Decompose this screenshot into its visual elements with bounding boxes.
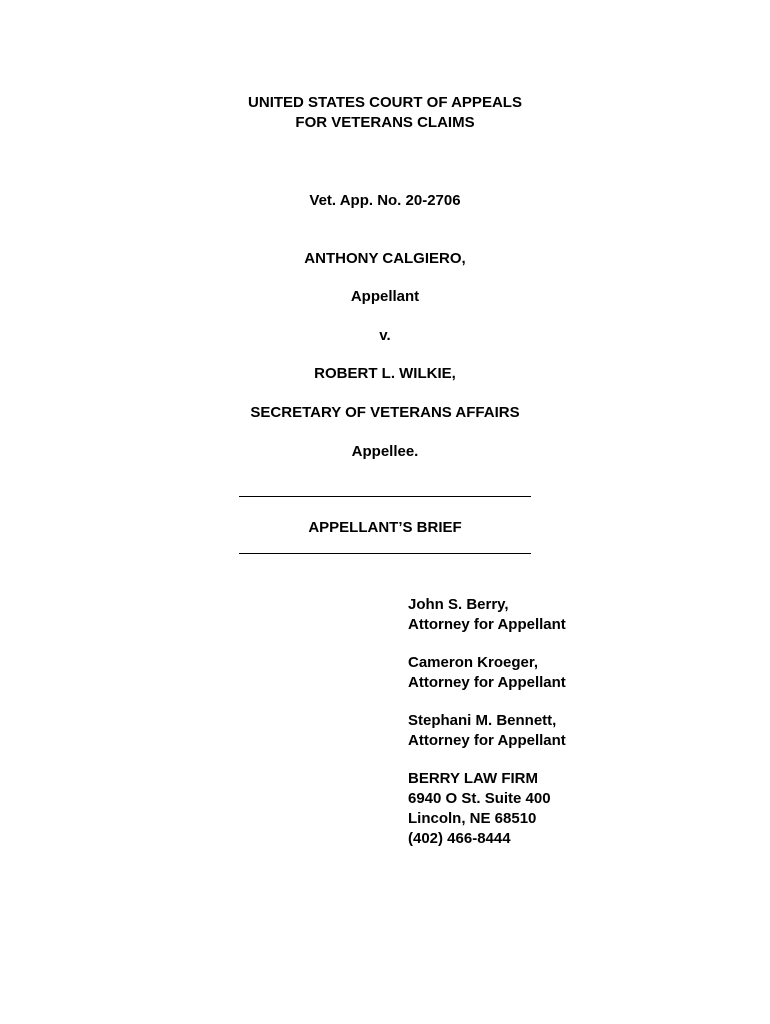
appellee-title: SECRETARY OF VETERANS AFFAIRS bbox=[250, 404, 520, 421]
attorney-block-1 bbox=[408, 595, 566, 635]
attorney-name: Stephani M. Bennett, bbox=[408, 712, 557, 729]
divider-top bbox=[239, 496, 531, 497]
attorney-block-2 bbox=[408, 653, 566, 693]
case-number: Vet. App. No. 20-2706 bbox=[309, 192, 461, 209]
attorney-name: Cameron Kroeger, bbox=[408, 654, 539, 671]
firm-city: Lincoln, NE 68510 bbox=[408, 810, 537, 827]
firm-phone: (402) 466-8444 bbox=[408, 830, 511, 847]
firm-name: BERRY LAW FIRM bbox=[408, 770, 538, 787]
attorney-role: Attorney for Appellant bbox=[408, 674, 566, 691]
attorney-role: Attorney for Appellant bbox=[408, 616, 566, 633]
court-name-line-2: FOR VETERANS CLAIMS bbox=[295, 114, 475, 131]
appellant-role: Appellant bbox=[350, 288, 420, 305]
firm-block bbox=[408, 769, 551, 849]
document-title: APPELLANT’S BRIEF bbox=[308, 519, 462, 536]
appellee-role: Appellee. bbox=[351, 443, 419, 460]
appellee-name: ROBERT L. WILKIE, bbox=[314, 365, 456, 382]
divider-bottom bbox=[239, 553, 531, 554]
attorney-role: Attorney for Appellant bbox=[408, 732, 566, 749]
versus-text: v. bbox=[379, 327, 391, 344]
attorney-name: John S. Berry, bbox=[408, 596, 509, 613]
appellant-name: ANTHONY CALGIERO, bbox=[304, 250, 466, 267]
firm-street: 6940 O St. Suite 400 bbox=[408, 790, 551, 807]
attorney-block-3 bbox=[408, 711, 566, 751]
court-name-line-1: UNITED STATES COURT OF APPEALS bbox=[248, 94, 522, 111]
